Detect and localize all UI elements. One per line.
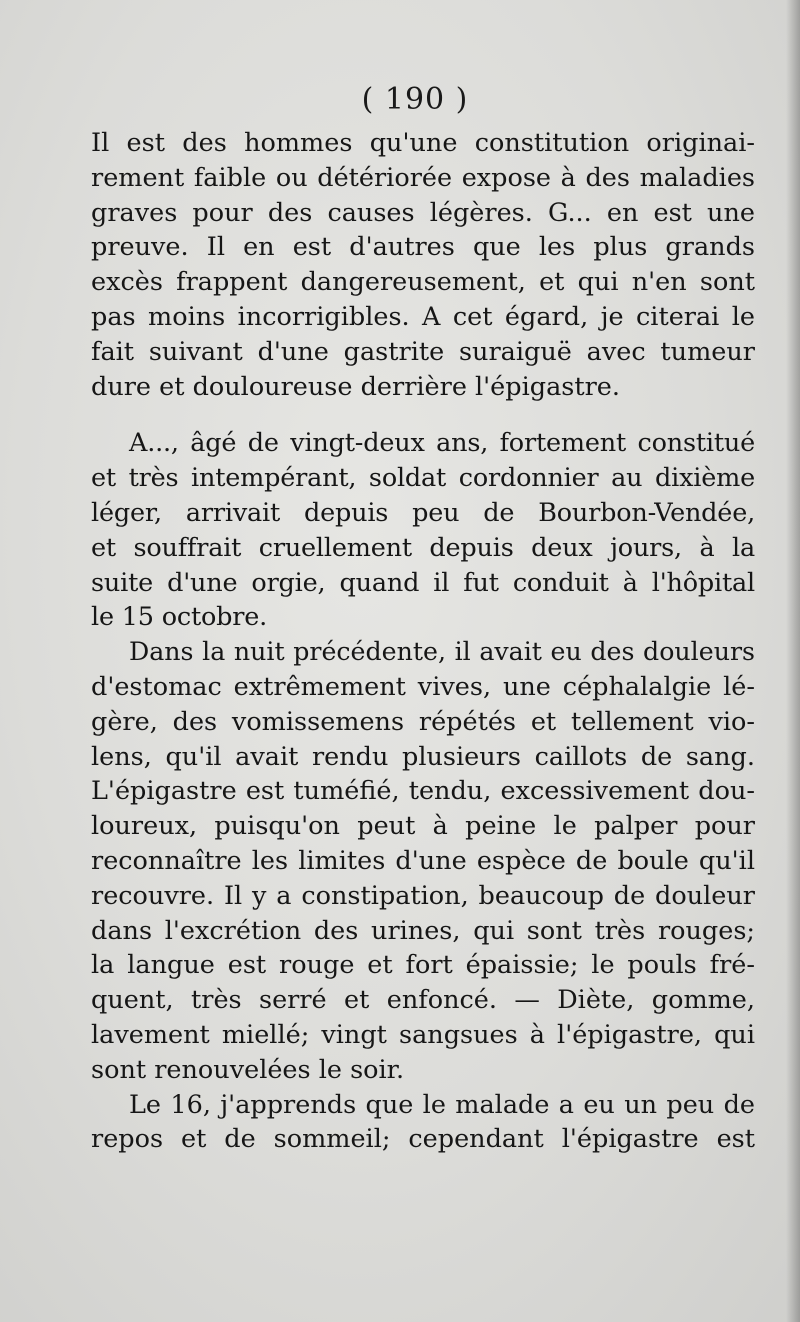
text-line: d'estomac extrêmement vives, une céphalalgie lé- <box>91 671 755 702</box>
text-line: et très intempérant, soldat cordonnier au dixième <box>91 463 755 494</box>
text-line: A..., âgé de vingt-deux ans, fortement constitué <box>129 428 755 459</box>
text-line: quent, très serré et enfoncé. — Diète, gomme, <box>91 985 755 1016</box>
text-line: Le 16, j'apprends que le malade a eu un peu de <box>129 1089 755 1120</box>
paragraph-3 <box>91 635 755 1087</box>
page-number: ( 190 ) <box>361 82 469 117</box>
text-line: dans l'excrétion des urines, qui sont très rouges; <box>91 915 755 946</box>
text-line: pas moins incorrigibles. A cet égard, je citerai le <box>91 301 755 332</box>
text-line: repos et de sommeil; cependant l'épigastre est <box>91 1124 755 1155</box>
text-line: la langue est rouge et fort épaissie; le pouls fré- <box>91 950 755 981</box>
text-line: graves pour des causes légères. G... en est une <box>91 197 755 228</box>
text-line: recouvre. Il y a constipation, beaucoup de douleur <box>91 880 755 911</box>
text-line: le 15 octobre. <box>91 602 268 633</box>
text-line: lens, qu'il avait rendu plusieurs caillots de sang. <box>91 741 755 772</box>
paragraph-2 <box>91 426 755 635</box>
text-line: fait suivant d'une gastrite suraiguë avec tumeur <box>91 336 755 367</box>
text-line: Il est des hommes qu'une constitution originai- <box>91 128 755 158</box>
text-line: et souffrait cruellement depuis deux jours, à la <box>91 532 755 563</box>
text-line: Dans la nuit précédente, il avait eu des douleurs <box>129 637 755 667</box>
body-text <box>91 126 755 1157</box>
text-line: gère, des vomissemens répétés et tellement vio- <box>91 706 755 737</box>
text-line: sont renouvelées le soir. <box>91 1054 405 1085</box>
text-line: suite d'une orgie, quand il fut conduit à l'hôpital <box>91 567 755 598</box>
paragraph-4 <box>91 1088 755 1158</box>
paragraph-gap <box>91 404 755 426</box>
text-line: excès frappent dangereusement, et qui n'en sont <box>91 267 755 298</box>
text-line: lavement miellé; vingt sangsues à l'épigastre, qui <box>91 1019 755 1050</box>
text-line: dure et douloureuse derrière l'épigastre. <box>91 371 621 402</box>
page-edge-shadow <box>786 0 800 1322</box>
text-line: reconnaître les limites d'une espèce de boule qu'il <box>91 845 755 876</box>
text-line: rement faible ou détériorée expose à des maladies <box>91 162 755 193</box>
text-line: preuve. Il en est d'autres que les plus grands <box>91 232 755 263</box>
text-line: loureux, puisqu'on peut à peine le palper pour <box>91 811 755 842</box>
text-line: L'épigastre est tuméfié, tendu, excessivement dou- <box>91 776 755 807</box>
text-line: léger, arrivait depuis peu de Bourbon-Vendée, <box>91 497 755 528</box>
paragraph-1 <box>91 126 755 404</box>
